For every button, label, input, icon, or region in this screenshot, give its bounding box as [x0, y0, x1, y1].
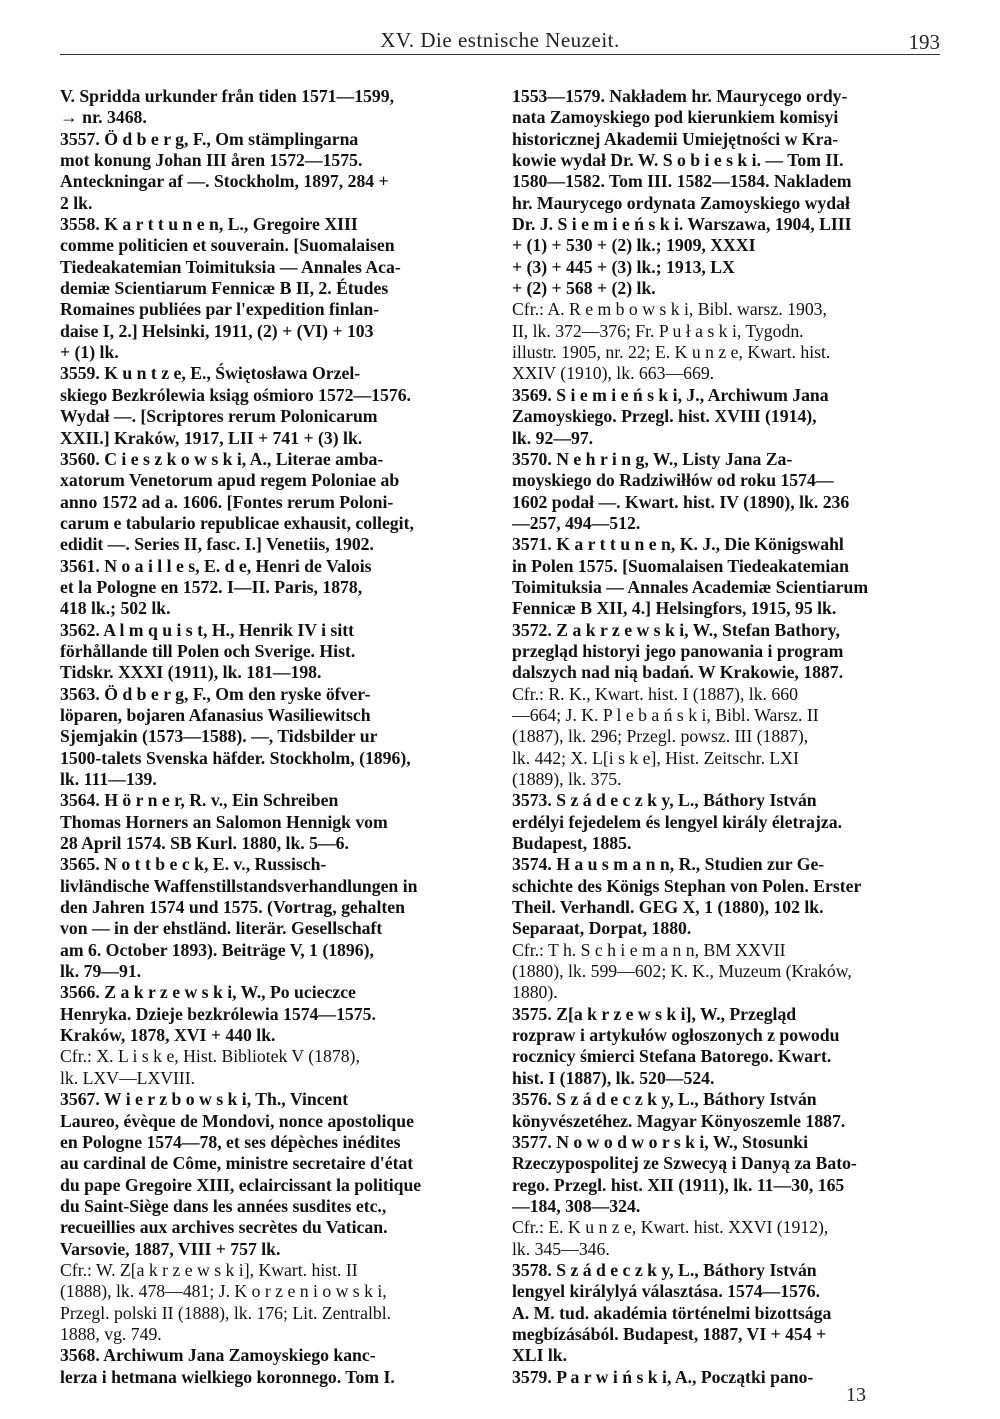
text-line: 1602 podał —. Kwart. hist. IV (1890), lk. 236 — [512, 491, 850, 512]
text-line: edidit —. Series II, fasc. I.] Venetiis, 1902. — [60, 534, 374, 555]
text-line: hist. I (1887), lk. 520—524. — [512, 1067, 715, 1088]
text-line: förhållande till Polen och Sverige. Hist. — [60, 640, 356, 661]
text-line: Cfr.: A. R e m b o w s k i, Bibl. warsz. 1903, — [512, 299, 827, 320]
text-line: Tiedeakatemian Toimituksia — Annales Aca- — [60, 256, 401, 277]
text-line: Toimituksia — Annales Academiæ Scientiarum — [512, 576, 869, 597]
text-line: 1880). — [512, 982, 558, 1003]
text-line: Romaines publiées par l'expedition finlan- — [60, 299, 380, 320]
text-line: lk. 442; X. L[i s k e], Hist. Zeitschr. LXI — [512, 747, 799, 768]
text-line: Dr. J. S i e m i e ń s k i. Warszawa, 1904, LIII — [512, 214, 852, 235]
text-line: 3558. K a r t t u n e n, L., Gregoire XIII — [60, 214, 358, 235]
text-line: 28 April 1574. SB Kurl. 1880, lk. 5—6. — [60, 833, 349, 854]
text-line: en Pologne 1574—78, et ses dépèches inédites — [60, 1131, 401, 1152]
text-line: nata Zamoyskiego pod kierunkiem komisyi — [512, 107, 839, 128]
page-number: 193 — [908, 30, 940, 54]
running-header — [60, 20, 940, 54]
text-line: 3579. P a r w i ń s k i, A., Początki pano- — [512, 1366, 814, 1387]
text-line: Theil. Verhandl. GEG X, 1 (1880), 102 lk. — [512, 897, 824, 918]
text-line: 3572. Z a k r z e w s k i, W., Stefan Bathory, — [512, 619, 840, 640]
text-line: Cfr.: T h. S c h i e m a n n, BM XXVII — [512, 939, 786, 960]
text-line: 3566. Z a k r z e w s k i, W., Po ucieczce — [60, 982, 356, 1003]
text-line: livländische Waffenstillstandsverhandlungen in — [60, 875, 418, 896]
text-line: 3561. N o a i l l e s, E. d e, Henri de Valois — [60, 555, 372, 576]
left-column — [60, 86, 488, 1388]
text-line: 1553—1579. Nakładem hr. Maurycego ordy- — [512, 86, 848, 106]
text-line: (1887), lk. 296; Przegl. powsz. III (1887), — [512, 726, 809, 747]
text-line: hr. Maurycego ordynata Zamoyskiego wydał — [512, 192, 850, 213]
text-line: Budapest, 1885. — [512, 833, 632, 854]
text-line: illustr. 1905, nr. 22; E. K u n z e, Kwart. hist. — [512, 342, 831, 363]
text-line: 3563. Ö d b e r g, F., Om den ryske öfver- — [60, 683, 371, 704]
text-line: 1500-talets Svenska häfder. Stockholm, (1896), — [60, 747, 411, 768]
text-line: —257, 494—512. — [512, 512, 641, 533]
text-line: II, lk. 372—376; Fr. P u ł a s k i, Tygodn. — [512, 320, 804, 341]
text-line: Rzeczypospolitej ze Szwecyą i Danyą za Bato- — [512, 1153, 857, 1174]
text-line: schichte des Königs Stephan von Polen. Erster — [512, 875, 862, 896]
text-line: anno 1572 ad a. 1606. [Fontes rerum Poloni- — [60, 491, 394, 512]
text-line: megbízásából. Budapest, 1887, VI + 454 + — [512, 1323, 827, 1344]
text-line: A. M. tud. akadémia történelmi bizottsága — [512, 1302, 832, 1323]
text-line: Zamoyskiego. Przegl. hist. XVIII (1914), — [512, 406, 817, 427]
text-line: 3576. S z á d e c z k y, L., Báthory István — [512, 1089, 817, 1110]
text-line: kowie wydał Dr. W. S o b i e s k i. — Tom II. — [512, 150, 844, 171]
header-rule — [60, 54, 940, 55]
text-line: Cfr.: X. L i s k e, Hist. Bibliotek V (1878), — [60, 1046, 360, 1067]
text-line: mot konung Johan III åren 1572—1575. — [60, 150, 363, 171]
text-line: lengyel királylyá választása. 1574—1576. — [512, 1281, 821, 1302]
text-line: 3559. K u n t z e, E., Świętosława Orzel- — [60, 363, 361, 384]
text-line: rozpraw i artykułów ogłoszonych z powodu — [512, 1025, 840, 1046]
signature-number: 13 — [846, 1384, 866, 1406]
text-line: 3565. N o t t b e c k, E. v., Russisch- — [60, 854, 327, 875]
text-line: in Polen 1575. [Suomalaisen Tiedeakatemian — [512, 555, 849, 576]
text-line: von — in der ehstländ. literär. Gesellschaft — [60, 918, 383, 939]
text-line: (1880), lk. 599—602; K. K., Muzeum (Kraków, — [512, 961, 852, 982]
text-line: rego. Przegl. hist. XII (1911), lk. 11—30, 165 — [512, 1174, 845, 1195]
text-line: 3574. H a u s m a n n, R., Studien zur Ge- — [512, 854, 825, 875]
text-line: du pape Gregoire XIII, eclaircissant la politique — [60, 1174, 422, 1195]
text-line: 3573. S z á d e c z k y, L., Báthory István — [512, 790, 817, 811]
text-line: Sjemjakin (1573—1588). —, Tidsbilder ur — [60, 726, 378, 747]
text-line: 2 lk. — [60, 192, 93, 213]
text-line: Varsovie, 1887, VIII + 757 lk. — [60, 1238, 281, 1259]
text-line: lk. 345—346. — [512, 1238, 610, 1259]
text-line: erdélyi fejedelem és lengyel király életrajza. — [512, 811, 843, 832]
text-line: 3575. Z[a k r z e w s k i], W., Przegląd — [512, 1003, 797, 1024]
text-line: (1889), lk. 375. — [512, 769, 622, 789]
text-line: carum e tabulario republicae exhausit, collegit, — [60, 512, 414, 533]
text-line: 418 lk.; 502 lk. — [60, 598, 171, 619]
text-line: —664; J. K. P l e b a ń s k i, Bibl. Warsz. II — [512, 704, 819, 725]
text-line: Cfr.: E. K u n z e, Kwart. hist. XXVI (1912), — [512, 1217, 829, 1238]
text-line: lk. 92—97. — [512, 427, 594, 448]
text-line: Przegl. polski II (1888), lk. 176; Lit. Zentralbl. — [60, 1302, 392, 1323]
text-line: 3557. Ö d b e r g, F., Om stämplingarna — [60, 128, 359, 149]
text-line: 3567. W i e r z b o w s k i, Th., Vincent — [60, 1089, 349, 1110]
text-line: lk. LXV—LXVIII. — [60, 1067, 196, 1088]
text-line: daise I, 2.] Helsinki, 1911, (2) + (VI) + 103 — [60, 320, 374, 341]
text-line: Thomas Horners an Salomon Hennigk vom — [60, 811, 388, 832]
text-line: XXIV (1910), lk. 663—669. — [512, 363, 715, 384]
text-line: → nr. 3468. — [60, 107, 147, 128]
running-title: XV. Die estnische Neuzeit. — [380, 28, 620, 52]
text-line: V. Spridda urkunder från tiden 1571—1599, — [60, 86, 395, 106]
text-line: 3564. H ö r n e r, R. v., Ein Schreiben — [60, 790, 339, 811]
right-column — [512, 86, 940, 1388]
text-line: rocznicy śmierci Stefana Batorego. Kwart. — [512, 1046, 832, 1067]
text-line: skiego Bezkrólewia ksiąg ośmioro 1572—1576. — [60, 384, 411, 405]
text-line: XXII.] Kraków, 1917, LII + 741 + (3) lk. — [60, 427, 363, 448]
text-line: 3568. Archiwum Jana Zamoyskiego kanc- — [60, 1345, 376, 1366]
text-line: Laureo, évèque de Mondovi, nonce apostolique — [60, 1110, 414, 1131]
text-line: + (2) + 568 + (2) lk. — [512, 278, 656, 299]
text-line: przegląd historyi jego panowania i program — [512, 640, 844, 661]
text-line: 3562. A l m q u i s t, H., Henrik IV i sitt — [60, 619, 355, 640]
text-line: den Jahren 1574 und 1575. (Vortrag, gehalten — [60, 897, 405, 918]
text-line: lk. 79—91. — [60, 961, 142, 982]
text-line: Kraków, 1878, XVI + 440 lk. — [60, 1025, 276, 1046]
text-line: Cfr.: W. Z[a k r z e w s k i], Kwart. hist. II — [60, 1259, 358, 1280]
text-line: könyvészetéhez. Magyar Könyoszemle 1887. — [512, 1110, 846, 1131]
text-line: historicznej Akademii Umiejętności w Kra- — [512, 128, 839, 149]
text-line: moyskiego do Radziwiłłów od roku 1574— — [512, 470, 834, 491]
text-line: au cardinal de Côme, ministre secretaire d'état — [60, 1153, 414, 1174]
text-line: XLI lk. — [512, 1345, 568, 1366]
text-line: demiæ Scientiarum Fennicæ B II, 2. Études — [60, 278, 389, 299]
text-line: xatorum Venetorum apud regem Poloniae ab — [60, 470, 400, 491]
text-line: —184, 308—324. — [512, 1195, 641, 1216]
text-line: 3570. N e h r i n g, W., Listy Jana Za- — [512, 448, 793, 469]
text-line: recueillies aux archives secrètes du Vatican. — [60, 1217, 388, 1238]
text-line: 3560. C i e s z k o w s k i, A., Literae amba- — [60, 448, 384, 469]
text-line: 3577. N o w o d w o r s k i, W., Stosunki — [512, 1131, 809, 1152]
text-line: Tidskr. XXXI (1911), lk. 181—198. — [60, 662, 322, 683]
text-line: Cfr.: R. K., Kwart. hist. I (1887), lk. 660 — [512, 683, 798, 704]
text-line: lk. 111—139. — [60, 769, 157, 789]
text-line: Fennicæ B XII, 4.] Helsingfors, 1915, 95 lk. — [512, 598, 837, 619]
text-line: löparen, bojaren Afanasius Wasiliewitsch — [60, 704, 371, 725]
text-line: Henryka. Dzieje bezkrólewia 1574—1575. — [60, 1003, 376, 1024]
text-line: + (1) + 530 + (2) lk.; 1909, XXXI — [512, 235, 756, 256]
text-line: dalszych nad nią badań. W Krakowie, 1887. — [512, 662, 844, 683]
text-line: Anteckningar af —. Stockholm, 1897, 284 + — [60, 171, 389, 192]
text-line: + (1) lk. — [60, 342, 119, 363]
text-line: du Saint-Siège dans les années susdites etc., — [60, 1195, 387, 1216]
text-line: + (3) + 445 + (3) lk.; 1913, LX — [512, 256, 735, 277]
text-line: 3569. S i e m i e ń s k i, J., Archiwum Jana — [512, 384, 829, 405]
text-line: 1580—1582. Tom III. 1582—1584. Nakladem — [512, 171, 852, 192]
text-line: am 6. October 1893). Beiträge V, 1 (1896), — [60, 939, 374, 960]
text-line: 3571. K a r t t u n e n, K. J., Die Königswahl — [512, 534, 844, 555]
text-line: (1888), lk. 478—481; J. K o r z e n i o w s k i, — [60, 1281, 387, 1302]
text-line: comme politicien et souverain. [Suomalaisen — [60, 235, 395, 256]
text-line: 1888, vg. 749. — [60, 1323, 162, 1344]
text-line: lerza i hetmana wielkiego koronnego. Tom I. — [60, 1366, 395, 1387]
text-line: Separaat, Dorpat, 1880. — [512, 918, 692, 939]
text-line: Wydał —. [Scriptores rerum Polonicarum — [60, 406, 378, 427]
text-line: et la Pologne en 1572. I—II. Paris, 1878, — [60, 576, 363, 597]
text-line: 3578. S z á d e c z k y, L., Báthory István — [512, 1259, 817, 1280]
